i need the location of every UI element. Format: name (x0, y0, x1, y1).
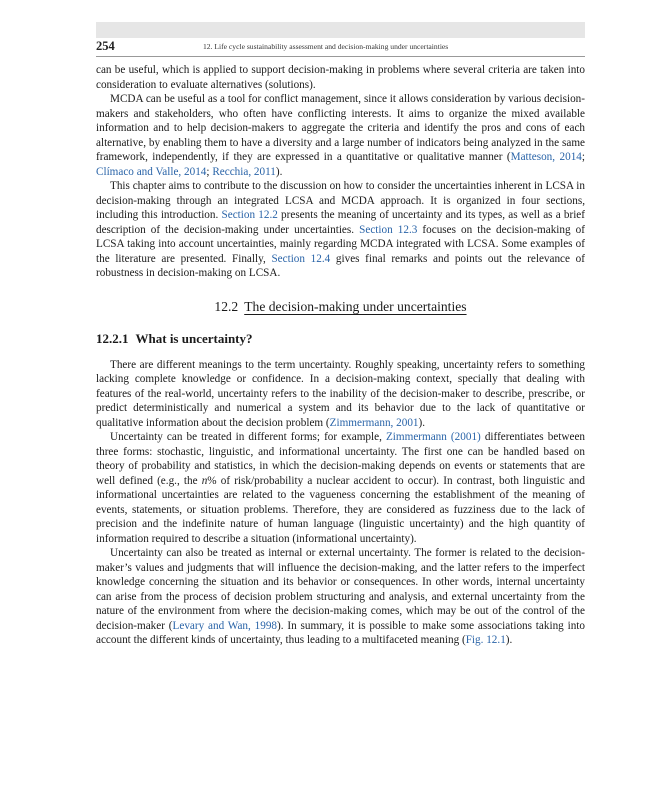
section-title: The decision-making under uncertainties (244, 298, 467, 314)
text-run: Uncertainty can be treated in different forms; for example, (110, 431, 386, 443)
text-run: This chapter aims to contribute to the discussion on how to consider the uncertainties inherent in LCSA in decision-making through an integrated LCSA and MCDA approach. It is organized in four sections, including this introduction. (96, 180, 585, 221)
section-number: 12.2 (214, 298, 239, 314)
text-run: Uncertainty can also be treated as internal or external uncertainty. The former is related to the decision-maker’s values and judgments that will influence the decision-making, and the latter refers to the imperfect knowledge concerning the situation and its behavior or consequences. In other words, internal uncertainty can arise from the process of decision problem structuring and analysis, and external uncertainty from the nature of the environment from where the decision-making comes, which may be out of the control of the decision-maker ( (96, 547, 585, 632)
subsection-heading (96, 331, 585, 347)
citation-link[interactable]: Zimmermann (2001) (385, 431, 481, 443)
citation-link[interactable]: Recchia, 2011 (212, 165, 276, 178)
text-run: ; (581, 151, 585, 163)
paragraph-2 (96, 92, 585, 179)
running-title: 12. Life cycle sustainability assessment and decision-making under uncertainties (203, 42, 449, 51)
text-run: % of risk/probability a nuclear accident to occur). In contrast, both linguistic and informational uncertainties are related to the vagueness concerning the establishment of the meaning of events, statements, or situation problems. Therefore, they are considered as fuzziness due to the lack of precision and the indefinite nature of human language (linguistic uncertainty) and the high quantity of information required to describe a situation (informational uncertainty). (96, 474, 585, 545)
body-text (96, 63, 585, 648)
text-run: can be useful, which is applied to support decision-making in problems where several criteria are taken into consideration to evaluate alternatives (solutions). (96, 64, 585, 91)
running-header (96, 38, 585, 57)
text-run: presents the meaning of uncertainty and its types, as well as a brief description of the decision-making under uncertainties. (96, 209, 585, 236)
text-run: MCDA can be useful as a tool for conflict management, since it allows consideration by various decision-makers and stakeholders, who often have conflicting interests. It aims to organize the mixed available information and to help decision-makers to aggregate the criteria and identify the pros and cons of each alternative, by enabling them to have a diversity and a large number of indicators being analyzed in the same framework, independently, if they are expressed in a quantitative or qualitative manner ( (96, 93, 585, 163)
italic-variable: n (201, 474, 208, 487)
section-link[interactable]: Section 12.2 (221, 209, 278, 221)
text-run: focuses on the decision-making of LCSA taking into account uncertainties, mainly regarding MCDA integrated with LCSA. Some examples of the literature are presented. Finally, (96, 223, 585, 265)
subsection-title: What is uncertainty? (135, 330, 253, 346)
section-link[interactable]: Section 12.3 (359, 223, 418, 236)
page-number: 254 (96, 39, 115, 53)
paragraph-6 (96, 546, 585, 648)
citation-link[interactable]: Matteson, 2014 (510, 151, 582, 163)
text-run: ; (206, 165, 213, 178)
section-heading (96, 299, 585, 319)
paragraph-5 (96, 430, 585, 546)
citation-link[interactable]: Zimmermann, 2001 (329, 416, 419, 429)
header-bar (96, 22, 585, 38)
text-run: differentiates between three forms: stochastic, linguistic, and informational uncertainty. The first one can be handled based on theory of probability and statistics, in which the decision-making depends on events or statements that are well defined (e.g., the (96, 431, 585, 487)
figure-link[interactable]: Fig. 12.1 (465, 634, 506, 646)
section-link[interactable]: Section 12.4 (271, 252, 331, 265)
paragraph-4 (96, 358, 585, 431)
paragraph-3 (96, 179, 585, 281)
citation-link[interactable]: Levary and Wan, 1998 (172, 619, 278, 632)
text-run: ). (505, 634, 513, 646)
citation-link[interactable]: Clímaco and Valle, 2014 (96, 165, 207, 178)
text-run: gives final remarks and points out the relevance of robustness in decision-making on LCSA. (96, 252, 585, 279)
paragraph-1 (96, 63, 585, 92)
text-run: ). (275, 165, 283, 178)
text-run: There are different meanings to the term uncertainty. Roughly speaking, uncertainty refers to something lacking complete knowledge or confidence. In a decision-making context, specially that dealing with features of the real-world, uncertainty refers to the inability of the decision-maker to describe, prescribe, or predict deterministically and numerical a system and its behavior due to the lack of quantitative or qualitative information about the decision problem ( (96, 358, 585, 429)
text-run: ). In summary, it is possible to make some associations taking into account the different kinds of uncertainty, thus leading to a multifaceted meaning ( (96, 619, 586, 646)
subsection-number: 12.2.1 (96, 330, 129, 346)
text-run: ). (418, 416, 426, 429)
